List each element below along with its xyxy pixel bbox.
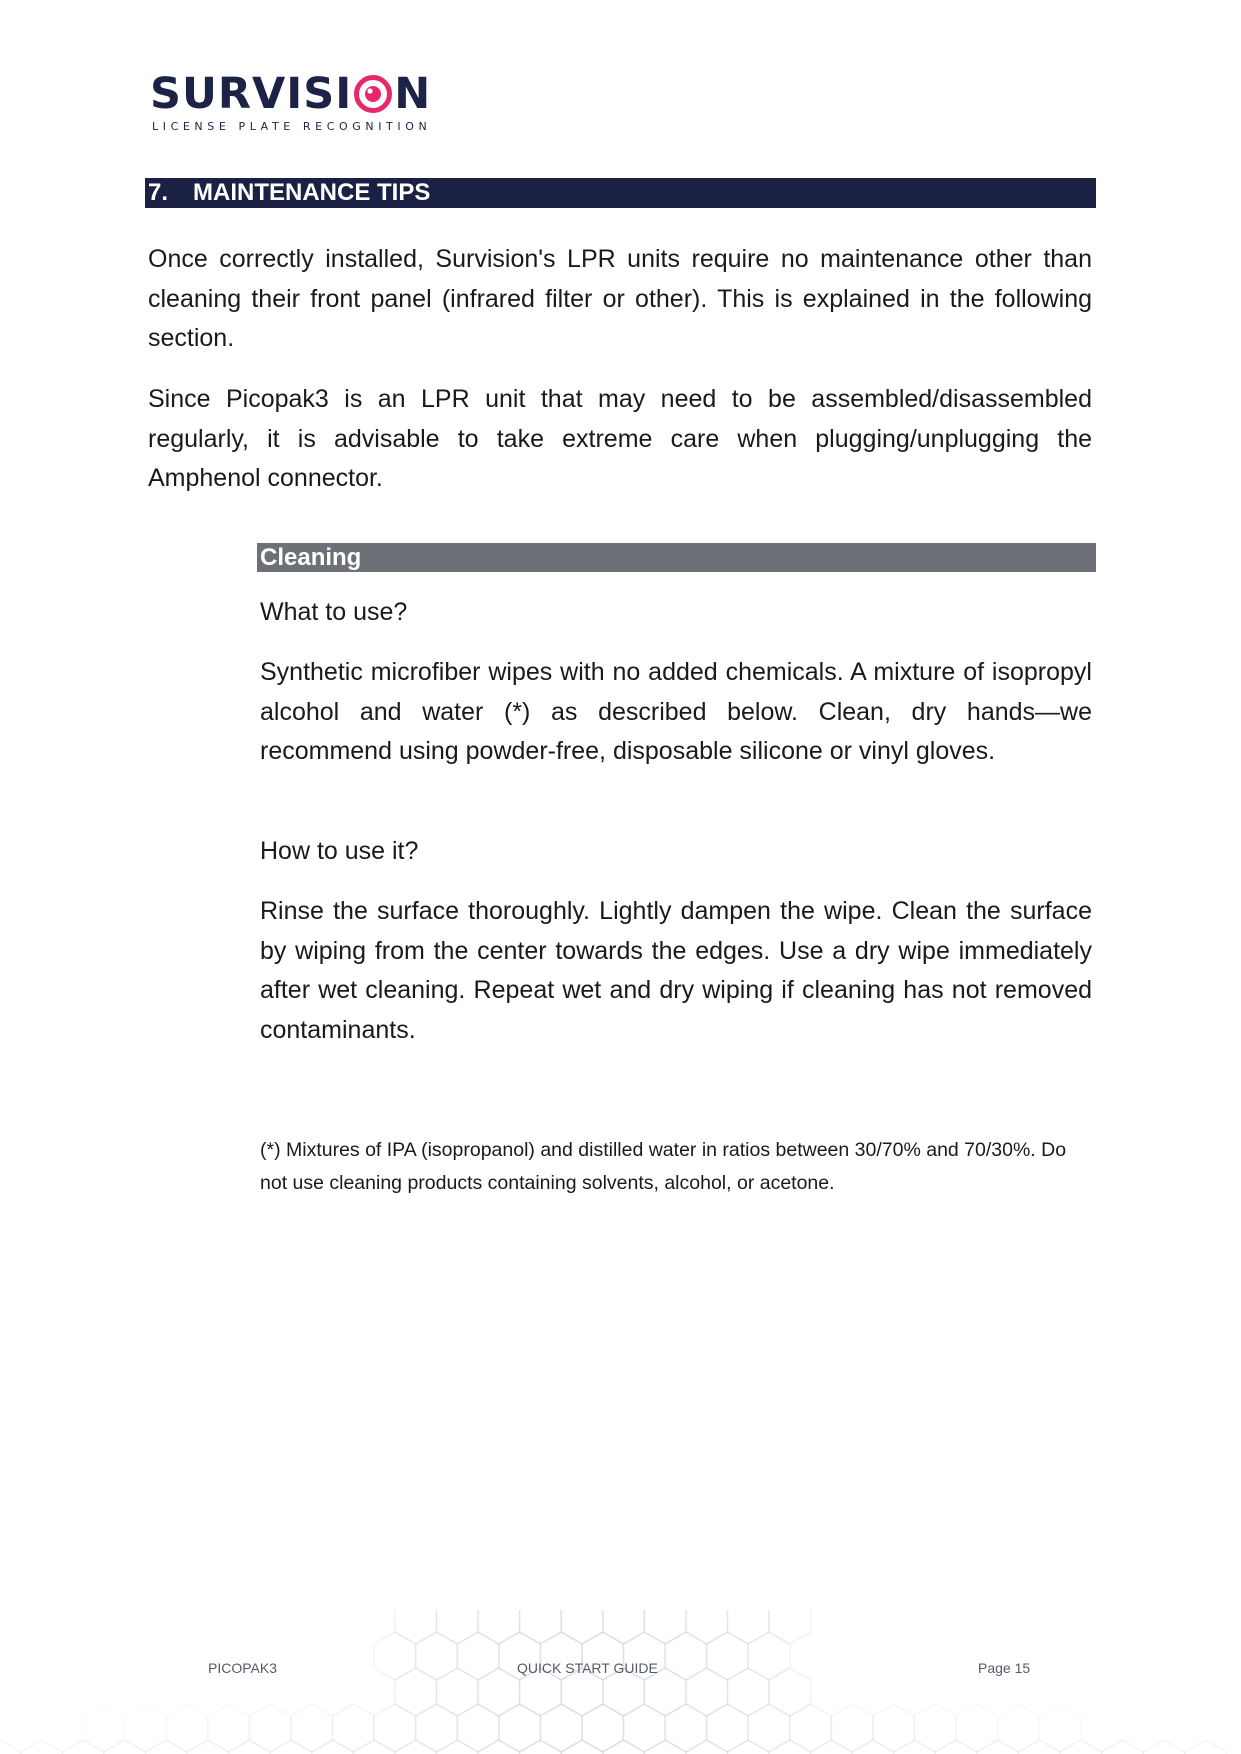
hexagon-cell <box>707 1704 749 1752</box>
footnote: (*) Mixtures of IPA (isopropanol) and distilled water in ratios between 30/70% and 70/30%. Do not use cleaning products containing solvents, alcohol, or acetone. <box>260 1139 1067 1194</box>
answer-how-to-use: Rinse the surface thoroughly. Lightly dampen the wipe. Clean the surface by wiping from the center towards the edges. Use a dry wipe immediately after wet cleaning. Repeat wet and dry wiping if cleaning has not removed contaminants. <box>260 897 1092 1044</box>
hexagon-cell <box>644 1740 686 1754</box>
hexagon-cell <box>769 1740 811 1754</box>
footer-guide-title: QUICK START GUIDE <box>517 1660 658 1676</box>
question-what-to-use: What to use? <box>260 598 408 626</box>
hexagon-cell <box>915 1704 957 1752</box>
hexagon-cell <box>956 1704 998 1752</box>
hexagon-cell <box>166 1704 208 1752</box>
hexagon-cell <box>748 1704 790 1752</box>
hexagon-cell <box>561 1740 603 1754</box>
footer-document-name: PICOPAK3 <box>208 1660 277 1676</box>
hexagon-cell <box>935 1740 977 1754</box>
hexagon-cell <box>728 1610 770 1644</box>
logo-tagline: LICENSE PLATE RECOGNITION <box>152 120 432 133</box>
section-heading <box>145 178 1096 208</box>
hexagon-cell <box>603 1740 645 1754</box>
hexagon-cell <box>1143 1740 1185 1754</box>
hexagon-cell <box>437 1740 479 1754</box>
hexagon-cell <box>665 1632 707 1680</box>
hexagon-cell <box>707 1632 749 1680</box>
hexagon-cell <box>437 1610 479 1644</box>
hexagon-cell <box>831 1704 873 1752</box>
hexagon-cell <box>790 1704 832 1752</box>
hexagon-cell <box>665 1704 707 1752</box>
hexagon-cell <box>125 1704 167 1752</box>
hexagon-cell <box>894 1740 936 1754</box>
hexagon-cell <box>811 1740 853 1754</box>
hexagon-cell <box>312 1740 354 1754</box>
hexagon-cell <box>291 1704 333 1752</box>
logo-text: SURVISI <box>150 69 353 119</box>
hexagon-cell <box>478 1740 520 1754</box>
section-number: 7. <box>148 179 169 206</box>
hexagon-cell <box>478 1610 520 1644</box>
hexagon-cell <box>395 1668 437 1716</box>
hexagon-cell <box>686 1610 728 1644</box>
hexagon-cell <box>769 1610 811 1644</box>
hexagon-pattern-decoration <box>0 1610 1241 1754</box>
hexagon-cell <box>686 1740 728 1754</box>
hexagon-cell <box>83 1704 125 1752</box>
hexagon-cell <box>395 1610 437 1644</box>
company-logo <box>150 69 432 133</box>
hexagon-cell <box>374 1704 416 1752</box>
hexagon-cell <box>499 1704 541 1752</box>
hexagon-cell <box>561 1610 603 1644</box>
question-how-to-use: How to use it? <box>260 837 419 865</box>
logo-wordmark <box>150 69 432 119</box>
hexagon-cell <box>208 1704 250 1752</box>
hexagon-cell <box>457 1704 499 1752</box>
hexagon-cell <box>416 1704 458 1752</box>
hexagon-cell <box>644 1610 686 1644</box>
hexagon-cell <box>769 1668 811 1716</box>
intro-paragraph-1: Once correctly installed, Survision's LPR units require no maintenance other than cleaning their front panel (infrared filter or other). This is explained in the following section. <box>148 245 1092 352</box>
hexagon-cell <box>1102 1740 1144 1754</box>
hexagon-cell <box>229 1740 271 1754</box>
hexagon-cell <box>457 1632 499 1680</box>
answer-what-to-use: Synthetic microfiber wipes with no added chemicals. A mixture of isopropyl alcohol and water (*) as described below. Clean, dry hands—we recommend using powder-free, disposable silicone or vinyl gloves. <box>260 658 1092 765</box>
hexagon-cell <box>249 1704 291 1752</box>
hexagon-cell <box>873 1704 915 1752</box>
hexagon-cell <box>686 1668 728 1716</box>
hexagon-cell <box>1185 1740 1227 1754</box>
hexagon-cell <box>478 1668 520 1716</box>
hexagon-cell <box>146 1740 188 1754</box>
hexagon-cell <box>998 1704 1039 1752</box>
hexagon-cell <box>0 1740 21 1754</box>
hexagon-cell <box>540 1704 582 1752</box>
section-title: MAINTENANCE TIPS <box>193 179 431 206</box>
hexagon-cell <box>187 1740 229 1754</box>
hexagon-cell <box>395 1740 437 1754</box>
hexagon-cell <box>624 1704 666 1752</box>
hexagon-cell <box>270 1740 312 1754</box>
hexagon-cell <box>520 1610 562 1644</box>
hexagon-cell <box>582 1704 624 1752</box>
footer-page-number: Page 15 <box>978 1660 1031 1676</box>
hexagon-cell <box>1039 1704 1081 1752</box>
hexagon-cell <box>374 1632 416 1680</box>
hexagon-cell <box>520 1740 562 1754</box>
hexagon-cell <box>728 1740 770 1754</box>
hexagon-cell <box>748 1632 790 1680</box>
hexagon-cell <box>416 1632 458 1680</box>
hexagon-cell <box>333 1704 375 1752</box>
logo-text-end: N <box>394 69 432 119</box>
hexagon-cell <box>728 1668 770 1716</box>
hexagon-cell <box>353 1740 395 1754</box>
hexagon-cell <box>1018 1740 1060 1754</box>
hexagon-cell <box>1081 1704 1123 1752</box>
intro-paragraph-2: Since Picopak3 is an LPR unit that may need to be assembled/disassembled regularly, it is advisable to take extreme care when plugging/unplugging the Amphenol connector. <box>148 385 1092 492</box>
eye-o-icon <box>353 74 393 114</box>
hexagon-cell <box>21 1740 63 1754</box>
hexagon-cell <box>977 1740 1019 1754</box>
hexagon-cell <box>62 1740 104 1754</box>
hexagon-cell <box>603 1610 645 1644</box>
hexagon-cell <box>437 1668 479 1716</box>
hexagon-cell <box>104 1740 146 1754</box>
hexagon-cell <box>852 1740 894 1754</box>
hexagon-cell <box>1060 1740 1102 1754</box>
subsection-heading-cleaning: Cleaning <box>257 543 1096 572</box>
